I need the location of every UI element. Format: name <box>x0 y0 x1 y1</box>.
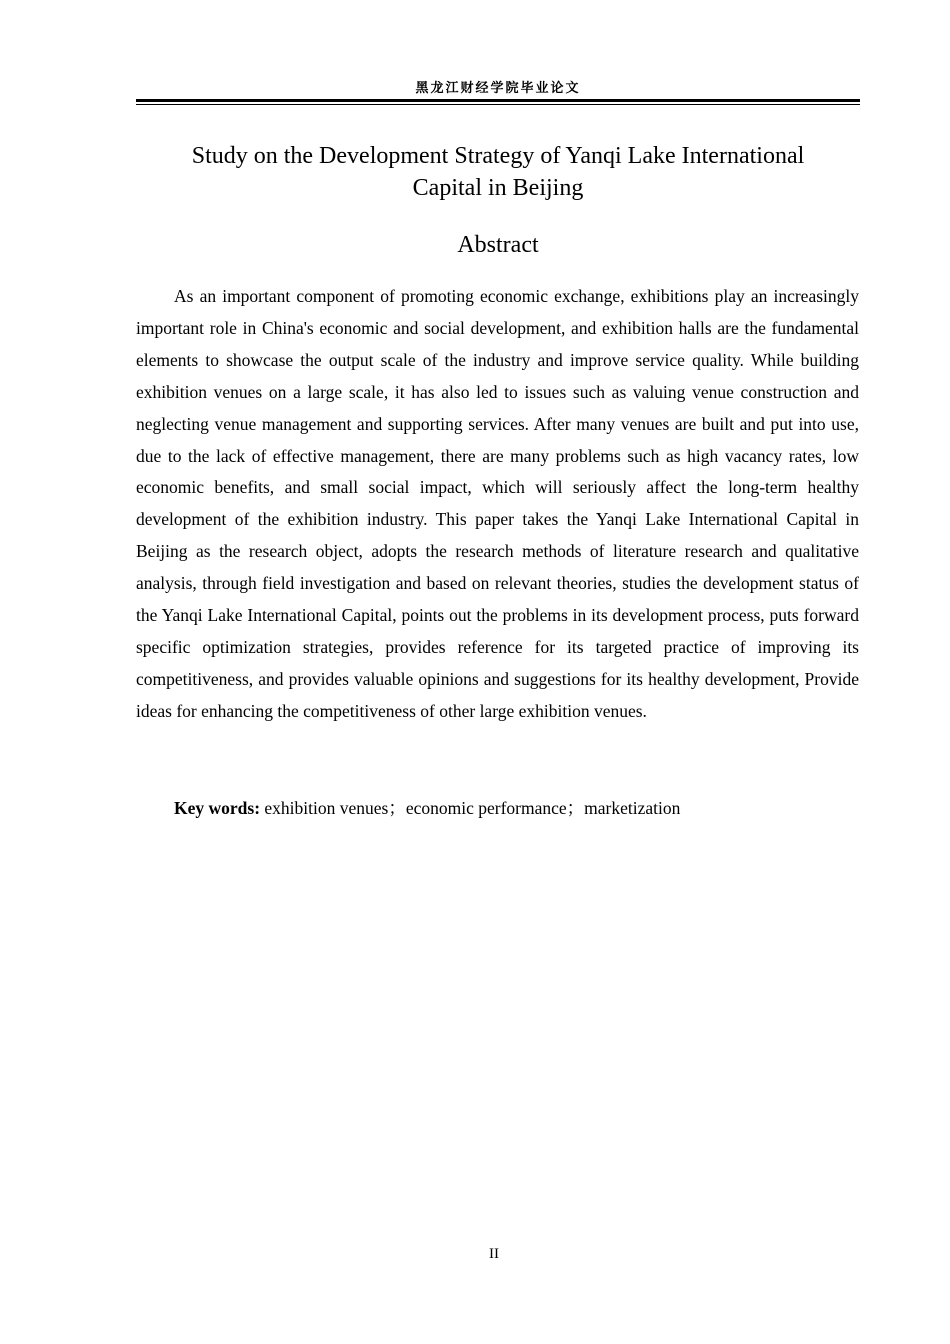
header-rule-thick <box>136 99 860 102</box>
keywords-line <box>174 792 860 824</box>
page-number: II <box>489 1246 499 1262</box>
paper-title <box>136 140 860 204</box>
paper-title-line-1: Study on the Development Strategy of Yanqi Lake International <box>191 143 805 169</box>
header-rule-thin <box>136 104 860 105</box>
running-header: 黑龙江财经学院毕业论文 <box>415 81 581 96</box>
keywords-list: exhibition venues；economic performance；marketization <box>260 798 681 818</box>
paper-title-line-2: Capital in Beijing <box>412 175 584 201</box>
keywords-label: Key words: <box>174 798 261 818</box>
abstract-body: As an important component of promoting economic exchange, exhibitions play an increasingly important role in China's economic and social development, and exhibition halls are the fundamental elements to showcase the output scale of the industry and improve service quality. While building exhibition venues on a large scale, it has also led to issues such as valuing venue construction and neglecting venue management and supporting services. After many venues are built and put into use, due to the lack of effective management, there are many problems such as high vacancy rates, low economic benefits, and small social impact, which will seriously affect the long-term healthy development of the exhibition industry. This paper takes the Yanqi Lake International Capital in Beijing as the research object, adopts the research methods of literature research and qualitative analysis, through field investigation and based on relevant theories, studies the development status of the Yanqi Lake International Capital, points out the problems in its development process, puts forward specific optimization strategies, provides reference for its targeted practice of improving its competitiveness, and provides valuable opinions and suggestions for its healthy development, Provide ideas for enhancing the competitiveness of other large exhibition venues. <box>136 286 859 721</box>
abstract-heading: Abstract <box>457 232 539 258</box>
